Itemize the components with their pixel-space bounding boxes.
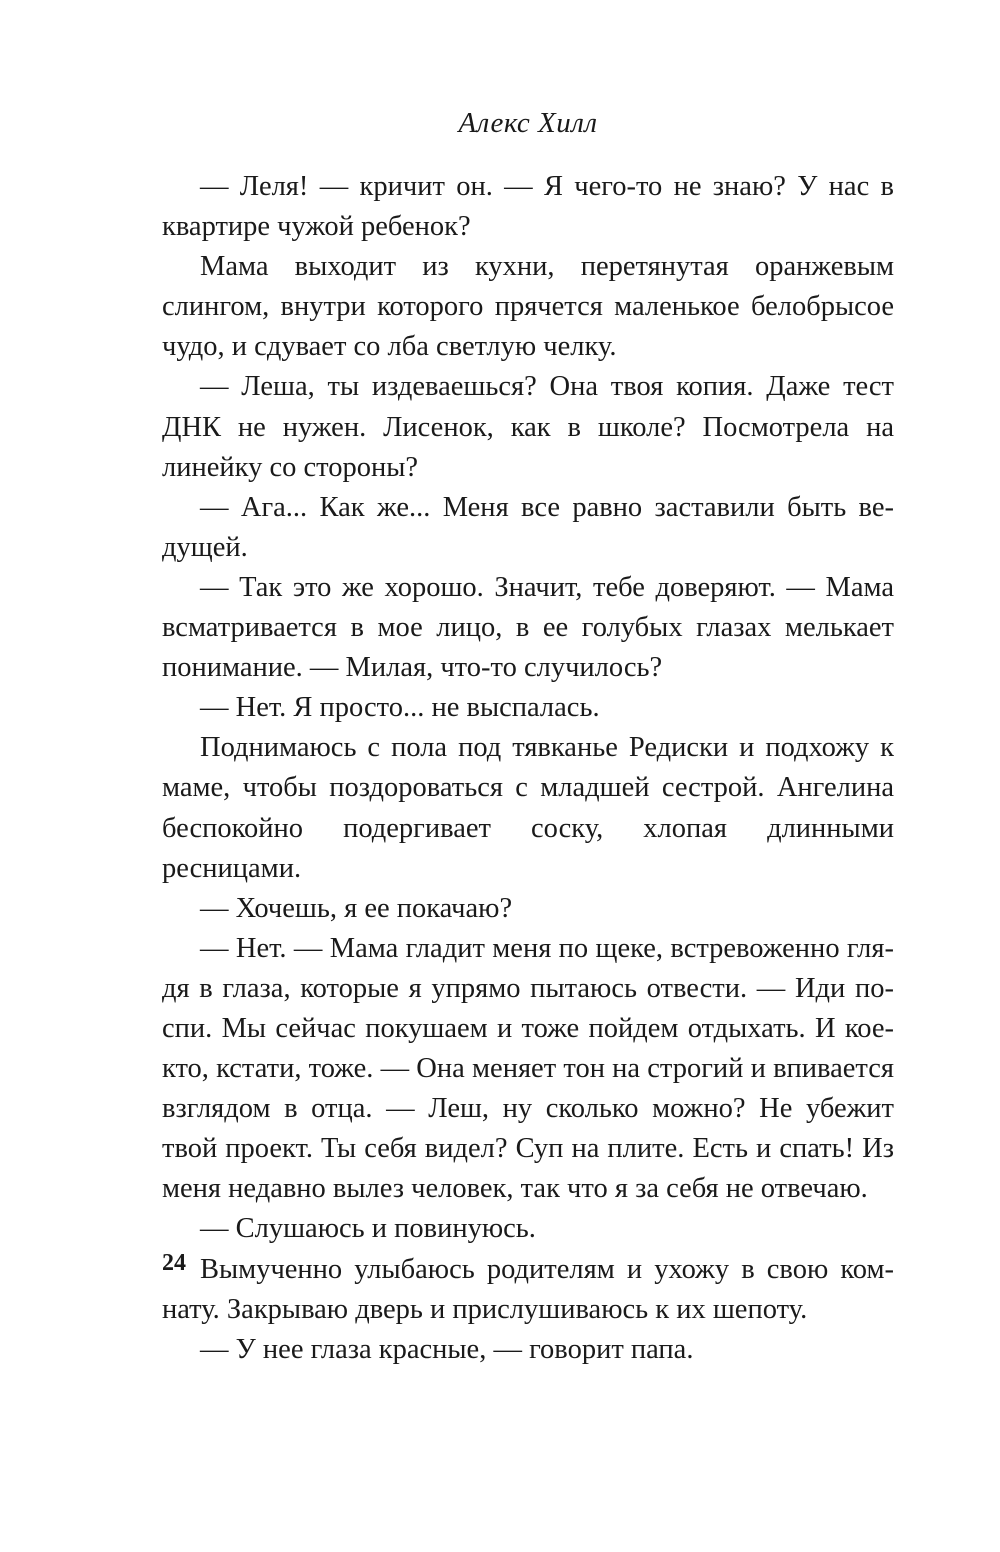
paragraph: Поднимаюсь с пола под тявканье Редиски и подхожу к маме, чтобы поздороваться с младшей сестрой. Ангелина беспокойно подергивает соску, хлопая длинными ресницами. — [162, 732, 894, 884]
paragraph: — Нет. Я просто... не выспалась. — [200, 692, 600, 724]
paragraph: — У нее глаза красные, — говорит папа. — [200, 1333, 694, 1365]
page-number: 24 — [162, 1250, 186, 1276]
paragraph: — Нет. — Мама гладит меня по щеке, встревоженно глядя в глаза, которые я упрямо пытаюсь отвести. — Иди поспи. Мы сейчас покушаем и тоже пойдем отдыхать. И кое-кто, кстати, тоже. — Она меняет тон на строгий и впивается взглядом в отца. — Леш, ну сколько можно? Не убежит твой проект. Ты себя видел? Суп на плите. Есть и спать! Из меня недавно вылез человек, так что я за себя не отвечаю. — [162, 932, 894, 1205]
paragraph: Вымученно улыбаюсь родителям и ухожу в свою комнату. Закрываю дверь и прислушиваюсь к их шепоту. — [162, 1253, 894, 1325]
paragraph: — Так это же хорошо. Значит, тебе доверяют. — Мама всматривается в мое лицо, в ее голубых глазах мелькает понимание. — Милая, что-то случилось? — [162, 571, 894, 684]
paragraph: — Ага... Как же... Меня все равно заставили быть ведущей. — [162, 491, 894, 563]
paragraph: — Слушаюсь и повинуюсь. — [200, 1213, 536, 1245]
body-text — [162, 167, 894, 1370]
paragraph: — Леша, ты издеваешься? Она твоя копия. Даже тест ДНК не нужен. Лисенок, как в школе? Посмотрела на линейку со стороны? — [162, 371, 894, 483]
paragraph: — Хочешь, я ее покачаю? — [200, 892, 513, 924]
running-header-author: Алекс Хилл — [458, 107, 598, 139]
paragraph: Мама выходит из кухни, перетянутая оранжевым слингом, внутри которого прячется маленькое белобрысое чудо, и сдувает со лба светлую челку. — [162, 251, 894, 363]
paragraph: — Леля! — кричит он. — Я чего-то не знаю? У нас в квартире чужой ребенок? — [162, 171, 894, 243]
